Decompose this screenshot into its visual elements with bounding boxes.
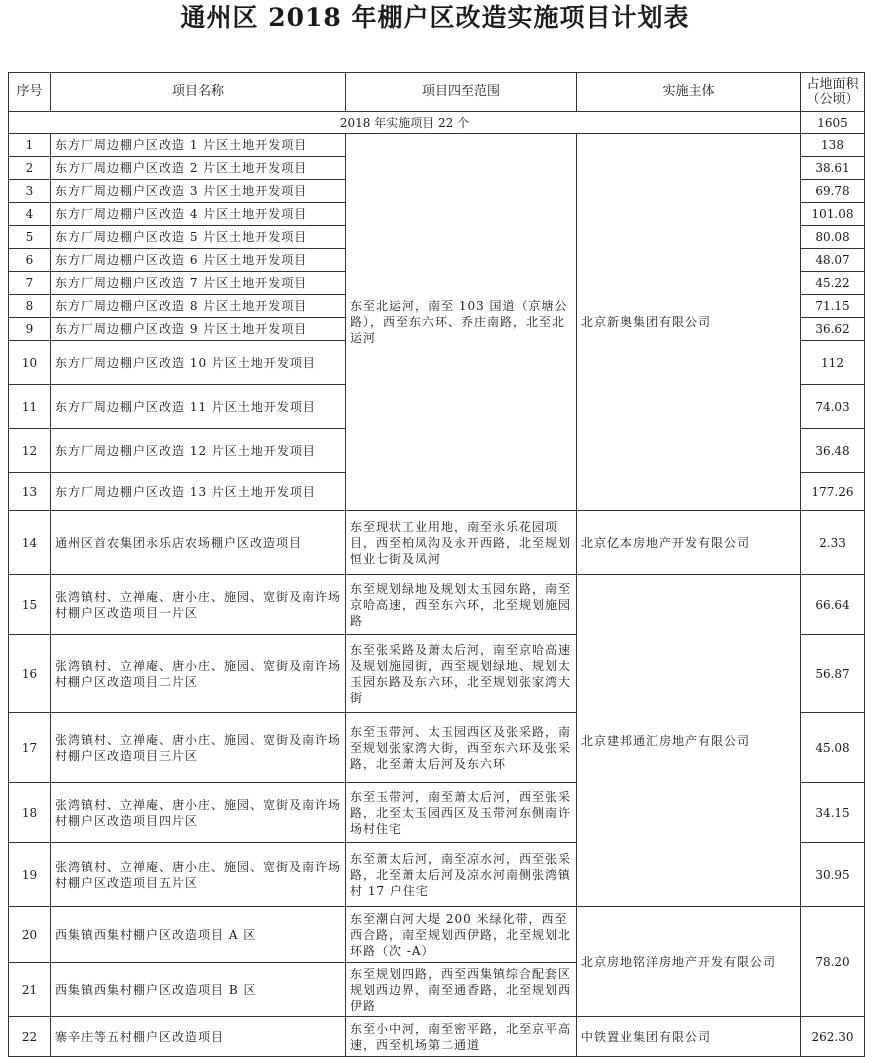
project-scope: 东至规划绿地及规划太玉园东路，南至京哈高速，西至东六环，北至规划施园路 (346, 575, 577, 635)
project-name: 张湾镇村、立禅庵、唐小庄、施园、宽街及南许场村棚户区改造项目二片区 (51, 635, 346, 713)
implementing-entity: 北京房地铭洋房地产开发有限公司 (577, 907, 801, 1017)
project-name: 东方厂周边棚户区改造 2 片区土地开发项目 (51, 157, 346, 180)
project-area: 177.26 (801, 473, 865, 511)
project-name: 东方厂周边棚户区改造 7 片区土地开发项目 (51, 272, 346, 295)
project-area: 80.08 (801, 226, 865, 249)
project-area: 74.03 (801, 385, 865, 429)
row-no: 2 (9, 157, 51, 180)
row-no: 1 (9, 134, 51, 157)
row-no: 9 (9, 318, 51, 341)
summary-row (9, 112, 865, 134)
row-no: 12 (9, 429, 51, 473)
project-area: 138 (801, 134, 865, 157)
summary-area: 1605 (801, 112, 865, 134)
project-scope: 东至规划四路，西至西集镇综合配套区规划西边界，南至通香路，北至规划西伊路 (346, 963, 577, 1017)
project-area: 66.64 (801, 575, 865, 635)
project-name: 东方厂周边棚户区改造 8 片区土地开发项目 (51, 295, 346, 318)
row-no: 5 (9, 226, 51, 249)
project-name: 张湾镇村、立禅庵、唐小庄、施园、宽街及南许场村棚户区改造项目四片区 (51, 783, 346, 843)
project-name: 寨辛庄等五村棚户区改造项目 (51, 1017, 346, 1057)
page-title: 通州区 2018 年棚户区改造实施项目计划表 (180, 3, 690, 32)
table-row (9, 134, 865, 157)
project-area: 48.07 (801, 249, 865, 272)
row-no: 17 (9, 713, 51, 783)
project-scope: 东至北运河，南至 103 国道（京塘公路），西至东六环、乔庄南路，北至北运河 (346, 134, 577, 511)
row-no: 6 (9, 249, 51, 272)
project-area: 38.61 (801, 157, 865, 180)
project-area: 34.15 (801, 783, 865, 843)
row-no: 4 (9, 203, 51, 226)
project-name: 东方厂周边棚户区改造 9 片区土地开发项目 (51, 318, 346, 341)
project-area: 30.95 (801, 843, 865, 907)
project-area: 69.78 (801, 180, 865, 203)
project-area: 101.08 (801, 203, 865, 226)
project-area: 36.48 (801, 429, 865, 473)
project-area: 78.20 (801, 907, 865, 1017)
project-scope: 东至现状工业用地，南至永乐花园项目，西至柏凤沟及永开西路，北至规划恒业七街及凤河 (346, 511, 577, 575)
table-row (9, 575, 865, 635)
project-name: 东方厂周边棚户区改造 5 片区土地开发项目 (51, 226, 346, 249)
project-area: 45.08 (801, 713, 865, 783)
project-scope: 东至潮白河大堤 200 米绿化带，西至西合路，南至规划西伊路，北至规划北环路（次 -A） (346, 907, 577, 963)
project-area: 112 (801, 341, 865, 385)
project-name: 张湾镇村、立禅庵、唐小庄、施园、宽街及南许场村棚户区改造项目三片区 (51, 713, 346, 783)
header-row (9, 73, 865, 112)
project-name: 张湾镇村、立禅庵、唐小庄、施园、宽街及南许场村棚户区改造项目五片区 (51, 843, 346, 907)
implementing-entity: 中铁置业集团有限公司 (577, 1017, 801, 1057)
row-no: 16 (9, 635, 51, 713)
table-row (9, 1017, 865, 1057)
project-scope: 东至玉带河、太玉园西区及张采路，南至规划张家湾大街，西至东六环及张采路，北至萧太后河及东六环 (346, 713, 577, 783)
row-no: 21 (9, 963, 51, 1017)
header-area: 占地面积（公顷） (801, 73, 865, 112)
project-name: 西集镇西集村棚户区改造项目 A 区 (51, 907, 346, 963)
project-name: 东方厂周边棚户区改造 6 片区土地开发项目 (51, 249, 346, 272)
row-no: 13 (9, 473, 51, 511)
summary-label: 2018 年实施项目 22 个 (9, 112, 801, 134)
project-name: 东方厂周边棚户区改造 12 片区土地开发项目 (51, 429, 346, 473)
project-name: 张湾镇村、立禅庵、唐小庄、施园、宽街及南许场村棚户区改造项目一片区 (51, 575, 346, 635)
project-name: 东方厂周边棚户区改造 4 片区土地开发项目 (51, 203, 346, 226)
row-no: 11 (9, 385, 51, 429)
project-area: 262.30 (801, 1017, 865, 1057)
project-name: 东方厂周边棚户区改造 13 片区土地开发项目 (51, 473, 346, 511)
project-name: 东方厂周边棚户区改造 1 片区土地开发项目 (51, 134, 346, 157)
header-scope: 项目四至范围 (346, 73, 577, 112)
project-name: 西集镇西集村棚户区改造项目 B 区 (51, 963, 346, 1017)
project-scope: 东至小中河，南至密平路，北至京平高速，西至机场第二通道 (346, 1017, 577, 1057)
project-name: 东方厂周边棚户区改造 11 片区土地开发项目 (51, 385, 346, 429)
project-scope: 东至萧太后河，南至凉水河，西至张采路，北至萧太后河及凉水河南侧张湾镇村 17 户住宅 (346, 843, 577, 907)
row-no: 18 (9, 783, 51, 843)
row-no: 3 (9, 180, 51, 203)
header-no: 序号 (9, 73, 51, 112)
table-row (9, 511, 865, 575)
project-area: 71.15 (801, 295, 865, 318)
project-name: 东方厂周边棚户区改造 10 片区土地开发项目 (51, 341, 346, 385)
project-table (8, 72, 865, 1057)
header-name: 项目名称 (51, 73, 346, 112)
implementing-entity: 北京亿本房地产开发有限公司 (577, 511, 801, 575)
implementing-entity: 北京建邦通汇房地产有限公司 (577, 575, 801, 907)
row-no: 14 (9, 511, 51, 575)
row-no: 7 (9, 272, 51, 295)
table-row (9, 907, 865, 963)
row-no: 20 (9, 907, 51, 963)
project-scope: 东至玉带河，南至萧太后河，西至张采路，北至太玉园西区及玉带河东侧南许场村住宅 (346, 783, 577, 843)
project-area: 56.87 (801, 635, 865, 713)
project-area: 2.33 (801, 511, 865, 575)
row-no: 22 (9, 1017, 51, 1057)
row-no: 8 (9, 295, 51, 318)
project-name: 通州区首农集团永乐店农场棚户区改造项目 (51, 511, 346, 575)
project-area: 45.22 (801, 272, 865, 295)
row-no: 15 (9, 575, 51, 635)
row-no: 19 (9, 843, 51, 907)
project-name: 东方厂周边棚户区改造 3 片区土地开发项目 (51, 180, 346, 203)
project-scope: 东至张采路及萧太后河，南至京哈高速及规划施园街，西至规划绿地、规划太玉园东路及东六环，北至规划张家湾大街 (346, 635, 577, 713)
header-entity: 实施主体 (577, 73, 801, 112)
implementing-entity: 北京新奥集团有限公司 (577, 134, 801, 511)
row-no: 10 (9, 341, 51, 385)
project-area: 36.62 (801, 318, 865, 341)
